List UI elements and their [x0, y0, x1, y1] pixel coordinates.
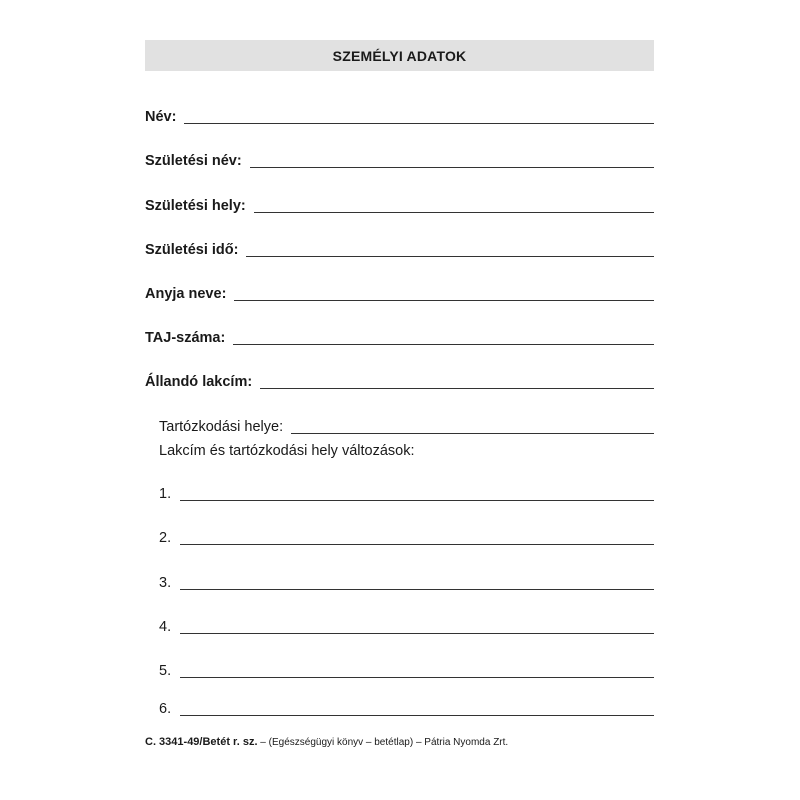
change-entry	[159, 529, 654, 547]
entry-number: 4.	[159, 619, 172, 635]
fill-in-line[interactable]	[260, 388, 654, 389]
change-entry	[159, 618, 654, 636]
field-label: Születési idő:	[145, 242, 239, 258]
field-label: Születési hely:	[145, 198, 246, 214]
fill-in-line[interactable]	[180, 544, 654, 545]
field-taj-number	[145, 329, 654, 347]
field-label: Név:	[145, 109, 177, 125]
field-birth-place	[145, 197, 654, 215]
change-entry	[159, 700, 654, 718]
fill-in-line[interactable]	[291, 433, 654, 434]
form-description: – (Egészségügyi könyv – betétlap) – Pátria Nyomda Zrt.	[260, 737, 509, 748]
form-footer	[145, 736, 508, 748]
section-title: SZEMÉLYI ADATOK	[332, 47, 467, 64]
fill-in-line[interactable]	[246, 256, 654, 257]
fill-in-line[interactable]	[180, 589, 654, 590]
entry-number: 5.	[159, 663, 172, 679]
field-name	[145, 108, 654, 126]
changes-title: Lakcím és tartózkodási hely változások:	[159, 443, 415, 459]
fill-in-line[interactable]	[180, 677, 654, 678]
section-header	[145, 40, 654, 71]
change-entry	[159, 574, 654, 592]
field-permanent-address	[145, 373, 654, 391]
fill-in-line[interactable]	[180, 633, 654, 634]
field-residence	[159, 418, 654, 436]
entry-number: 1.	[159, 486, 172, 502]
change-entry	[159, 485, 654, 503]
fill-in-line[interactable]	[184, 123, 654, 124]
fill-in-line[interactable]	[180, 500, 654, 501]
fill-in-line[interactable]	[254, 212, 654, 213]
fill-in-line[interactable]	[234, 300, 654, 301]
field-label: Tartózkodási helye:	[159, 419, 284, 435]
field-birth-name	[145, 152, 654, 170]
field-label: Állandó lakcím:	[145, 374, 253, 390]
form-code: C. 3341-49/Betét r. sz.	[145, 736, 258, 748]
fill-in-line[interactable]	[180, 715, 654, 716]
field-mother-name	[145, 285, 654, 303]
field-label: TAJ-száma:	[145, 330, 226, 346]
field-birth-date	[145, 241, 654, 259]
field-label: Születési név:	[145, 153, 242, 169]
entry-number: 3.	[159, 575, 172, 591]
entry-number: 2.	[159, 530, 172, 546]
fill-in-line[interactable]	[233, 344, 654, 345]
change-entry	[159, 662, 654, 680]
fill-in-line[interactable]	[250, 167, 654, 168]
field-label: Anyja neve:	[145, 286, 227, 302]
entry-number: 6.	[159, 701, 172, 717]
